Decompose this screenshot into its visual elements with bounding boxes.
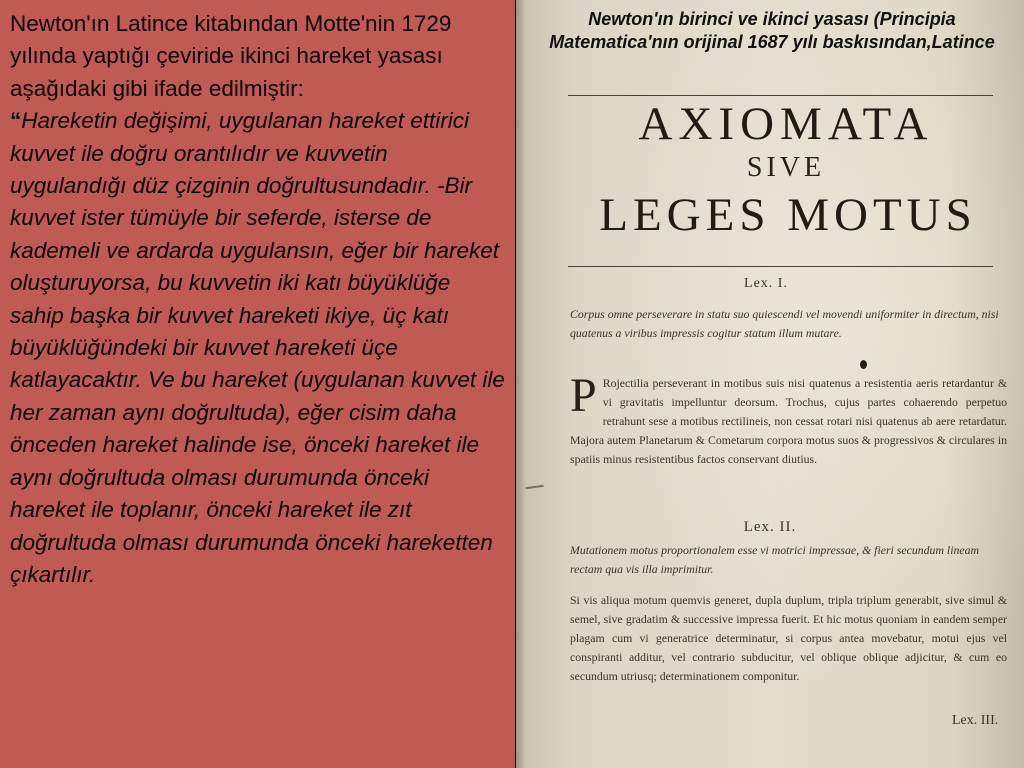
second-law-quote <box>10 105 506 591</box>
translation-paragraph <box>10 8 506 591</box>
lex2-text: Mutationem motus proportionalem esse vi motrici impressae, & fieri secundum lineam rectam qua vis illa imprimitur. <box>570 543 980 576</box>
page-rule <box>568 95 993 96</box>
ink-blot <box>860 360 867 369</box>
lex3-heading: Lex. III. <box>952 713 999 728</box>
lex2-commentary: Si vis aliqua motum quemvis generet, dupla duplum, tripla triplum generabit, sive simul & semel, sive gradatim & successive impressa fuerit. Et hic motus quoniam in eandem semper plagam cum vi generatrice determinatur, si corpus antea movebatur, motui ejus vel conspiranti additur, vel contrario subducitur, vel oblique oblique adjicitur, & cum eo secundum utriusq; determinationem componitur. <box>570 593 1007 683</box>
intro-text: Newton'ın Latince kitabından Motte'nin 1729 yılında yaptığı çeviride ikinci hareket yasası aşağıdaki gibi ifade edilmiştir: <box>10 11 452 101</box>
lex1-heading: Lex. I. <box>744 276 788 291</box>
lex1-text: Corpus omne perseverare in statu suo quiescendi vel movendi uniformiter in directum, nisi quatenus a viribus impressis cogitur statum illum mutare. <box>570 307 999 340</box>
lex1-commentary-text: Rojectilia perseverant in motibus suis nisi quatenus a resistentia aeris retardantur & vi gravitatis impelluntur deorsum. Trochus, cujus partes cohaerendo perpetuo retrahunt sese a motibus rectilineis, non cessat rotari nisi quatenus ab aere retardatur. Majora autem Planetarum & Cometarum corpora motus suos & progressivos & circulares in spatiis minus resistentibus factos conservant diutius. <box>570 376 1007 466</box>
quote-text: Hareketin değişimi, uygulanan hareket ettirici kuvvet ile doğru orantılıdır ve kuvvetin uygulandığı düz çizginin doğrultusundadır. -Bir kuvvet ister tümüyle bir seferde, isterse de kademeli ve ardarda uygulansın, eğer bir hareket oluşturuyorsa, bu kuvvetin iki katı büyüklüğe sahip başka bir kuvvet hareketi ikiye, üç katı büyüklüğündeki bir kuvvet hareketi üçe katlayacaktır. Ve bu hareket (uygulanan kuvvet ile her zaman aynı doğrultuda), eğer cisim daha önceden hareket halinde ise, önceki hareket ile aynı doğrultuda olması durumunda önceki hareket ile toplanır, önceki hareket ile zıt doğrultuda olması durumunda önceki hareketten çıkartılır. <box>10 108 505 587</box>
title-sive: SIVE <box>746 152 826 183</box>
principia-page-image <box>516 0 1024 768</box>
lex1-commentary <box>570 369 1007 469</box>
page-rule <box>568 266 993 267</box>
image-caption: Newton'ın birinci ve ikinci yasası (Principia Matematica'nın orijinal 1687 yılı baskısından,Latince <box>549 9 995 52</box>
binding-mark <box>526 485 545 495</box>
title-axiomata: AXIOMATA <box>638 98 934 150</box>
title-leges-motus: LEGES MOTUS <box>599 189 977 241</box>
quote-mark: “ <box>10 108 22 134</box>
drop-cap: P <box>570 369 597 422</box>
lex2-heading: Lex. II. <box>743 519 797 535</box>
